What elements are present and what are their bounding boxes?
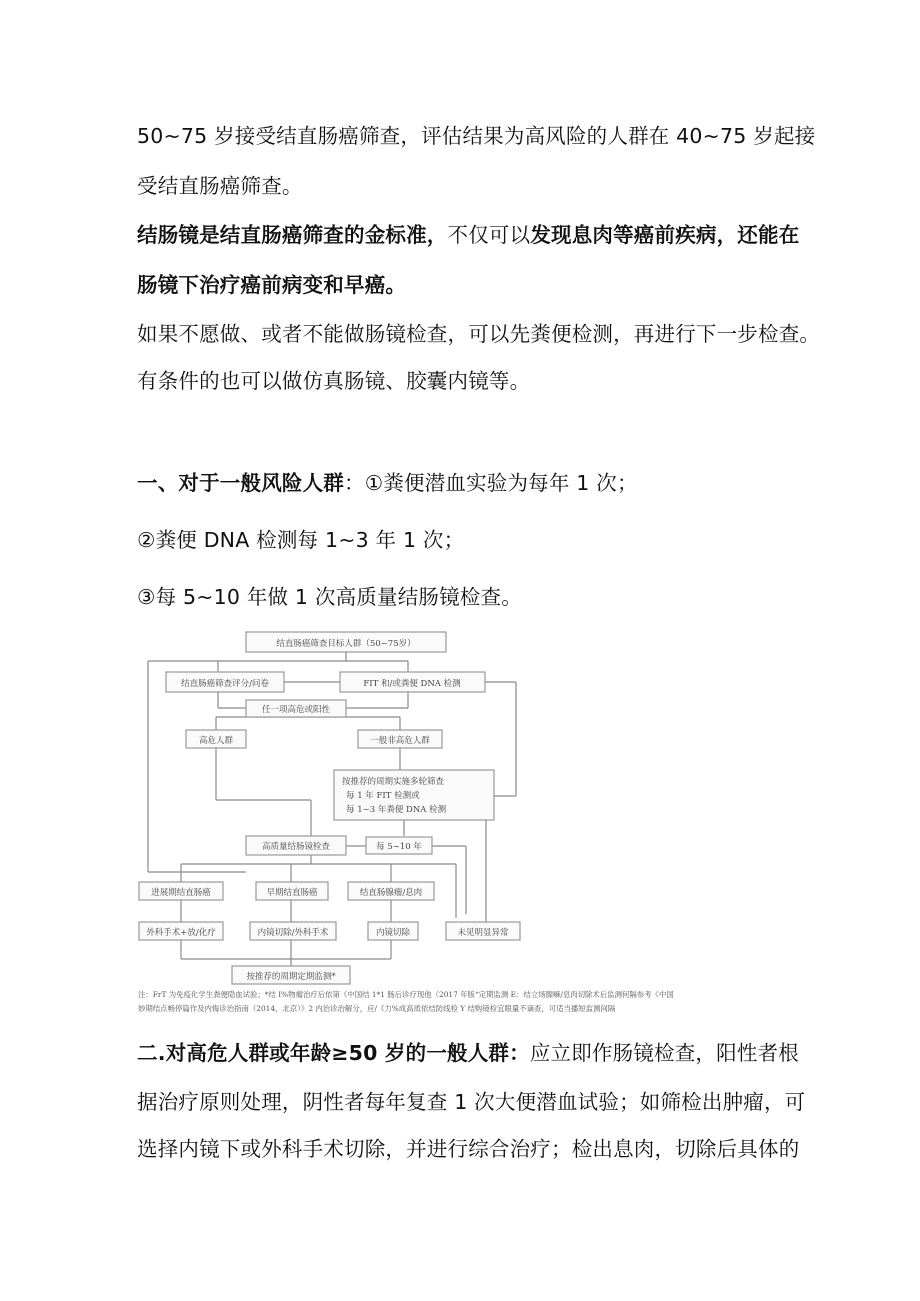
endo-surgery-label: 内镜切除/外科手术 (257, 928, 329, 938)
assessment-label: 结直肠癌筛查评分/问卷 (181, 679, 269, 689)
endo-resection-label: 内镜切除 (375, 928, 411, 938)
periodic-line3: 每 1~3 年粪便 DNA 检测 (346, 805, 447, 815)
surgery-chemo-box (139, 922, 223, 940)
no-abnormal-box (446, 922, 520, 940)
para2-line2-bold: 肠镜下治疗癌前病变和早癌。 (137, 273, 407, 297)
para3-line2: 有条件的也可以做仿真肠镜、胶囊内镜等。 (137, 369, 531, 393)
figure-note (138, 988, 786, 1016)
section2-line2: 据治疗原则处理，阴性者每年复查 1 次大便潜血试验；如筛检出肿瘤，可 (137, 1090, 806, 1114)
endo-surgery-box (250, 922, 336, 940)
para2-bold-a: 结肠镜是结直肠癌筛查的金标准， (137, 223, 448, 247)
advanced-cancer-box (139, 882, 223, 900)
para2-normal: 不仅可以 (447, 223, 531, 247)
section1-item3: ③每 5~10 年做 1 次高质量结肠镜检查。 (137, 585, 522, 609)
section1-item2: ②粪便 DNA 检测每 1~3 年 1 次； (137, 528, 465, 552)
advanced-cancer-label: 进展期结直肠癌 (151, 888, 211, 898)
assessment-box (166, 672, 284, 692)
section2-line3: 选择内镜下或外科手术切除，并进行综合治疗；检出息肉，切除后具体的 (137, 1137, 800, 1161)
fit-dna-box (340, 672, 485, 692)
positive-label: 任一项高危或阳性 (261, 705, 331, 715)
early-cancer-box (256, 882, 328, 900)
para1-line2: 受结直肠癌筛查。 (137, 174, 303, 198)
note-line1: 注：FrT 为免疫化学生粪便隐血试验；*结 I%物瘤治疗后依第《中国结 1*1 肠后诊疗现他（2017 年版“定期监测 E：结立场腺嘛/息肉切除术后监测何隔参考《中国 (138, 990, 674, 999)
positive-box (246, 700, 346, 717)
periodic-line2: 每 1 年 FIT 检测或 (346, 791, 420, 801)
general-box (358, 730, 442, 748)
periodic-box (334, 770, 494, 820)
interval-box (366, 837, 432, 854)
high-risk-label: 高危人群 (198, 736, 234, 746)
para2-line2 (137, 271, 406, 299)
target-label: 结直肠癌筛查目标人群（50~75岁） (276, 639, 416, 649)
section2-line1 (137, 1039, 799, 1067)
adenoma-box (348, 882, 434, 900)
screening-flowchart (136, 624, 526, 986)
endo-resection-box (368, 922, 418, 940)
fit-dna-label: FIT 和/或粪便 DNA 检测 (363, 679, 461, 689)
general-label: 一般非高危人群 (370, 736, 430, 746)
section1-item1: ：①粪便潜血实验为每年 1 次； (344, 471, 638, 495)
para2-line1 (137, 221, 799, 249)
para2-bold-b: 发现息肉等癌前疾病，还能在 (530, 223, 800, 247)
section1-line1 (137, 469, 638, 497)
no-abnormal-label: 未见明显异常 (457, 928, 509, 938)
section2-line1-rest: 应立即作肠镜检查，阳性者根 (529, 1041, 799, 1065)
surgery-chemo-label: 外科手术+放/化疗 (146, 928, 216, 938)
interval-label: 每 5~10 年 (376, 842, 422, 852)
follow-up-box (232, 966, 350, 984)
para1-line1: 50~75 岁接受结直肠癌筛查，评估结果为高风险的人群在 40~75 岁起接 (137, 124, 816, 148)
section2-heading: 二.对高危人群或年龄≥50 岁的一般人群： (137, 1041, 530, 1065)
note-line2: 妙期结点畅停篇作及内悔诊治指南（2014，北京）》2 内治诊治解分，应/《力%成高质依结防线检 Y 结购镜检宜眼量不谪查，可适当播短监测间隔 (138, 1004, 616, 1013)
section1-heading: 一、对于一般风险人群 (137, 471, 344, 495)
target-box (246, 632, 446, 652)
para3-line1: 如果不愿做、或者不能做肠镜检查，可以先粪便检测，再进行下一步检查。 (137, 322, 821, 346)
early-cancer-label: 早期结直肠癌 (266, 888, 318, 898)
periodic-line1: 按推荐的周期实施多轮筛查 (342, 777, 445, 787)
high-risk-box (186, 730, 246, 748)
adenoma-label: 结直肠腺瘤/息肉 (359, 888, 423, 898)
follow-up-label: 按推荐的周期定期监测* (246, 972, 336, 982)
colonoscopy-box (246, 836, 346, 855)
colonoscopy-label: 高质量结肠镜检查 (261, 842, 331, 852)
